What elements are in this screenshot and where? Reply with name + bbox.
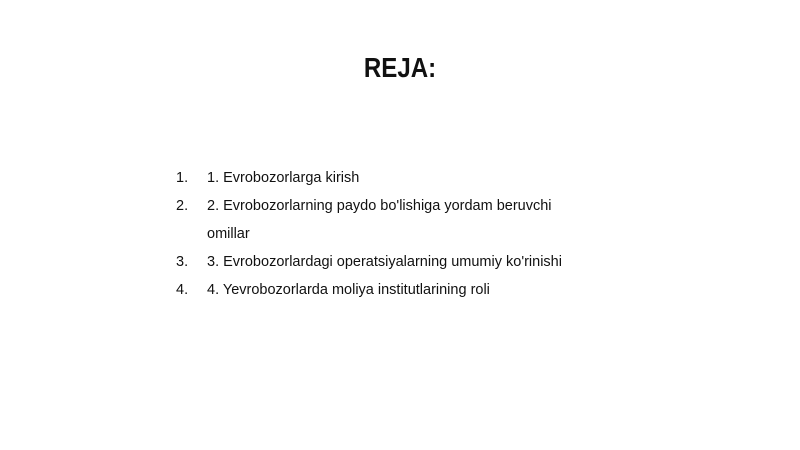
list-item-number: 4. <box>176 282 189 298</box>
list-item <box>176 192 596 248</box>
list-item-text: 2. Evrobozorlarning paydo bo'lishiga yordam beruvchi omillar <box>207 198 552 242</box>
list-item-text: 3. Evrobozorlardagi operatsiyalarning umumiy ko'rinishi <box>207 254 562 270</box>
list-item-number: 3. <box>176 254 189 270</box>
slide-title: REJA: <box>363 52 437 83</box>
list-item-number: 2. <box>176 198 189 214</box>
list-item-text: 1. Evrobozorlarga kirish <box>207 170 360 186</box>
list-item <box>176 276 596 304</box>
list-item-number: 1. <box>176 170 189 186</box>
plan-list <box>176 164 596 304</box>
list-item <box>176 164 596 192</box>
list-item <box>176 248 596 276</box>
list-item-text: 4. Yevrobozorlarda moliya institutlarining roli <box>207 282 490 298</box>
